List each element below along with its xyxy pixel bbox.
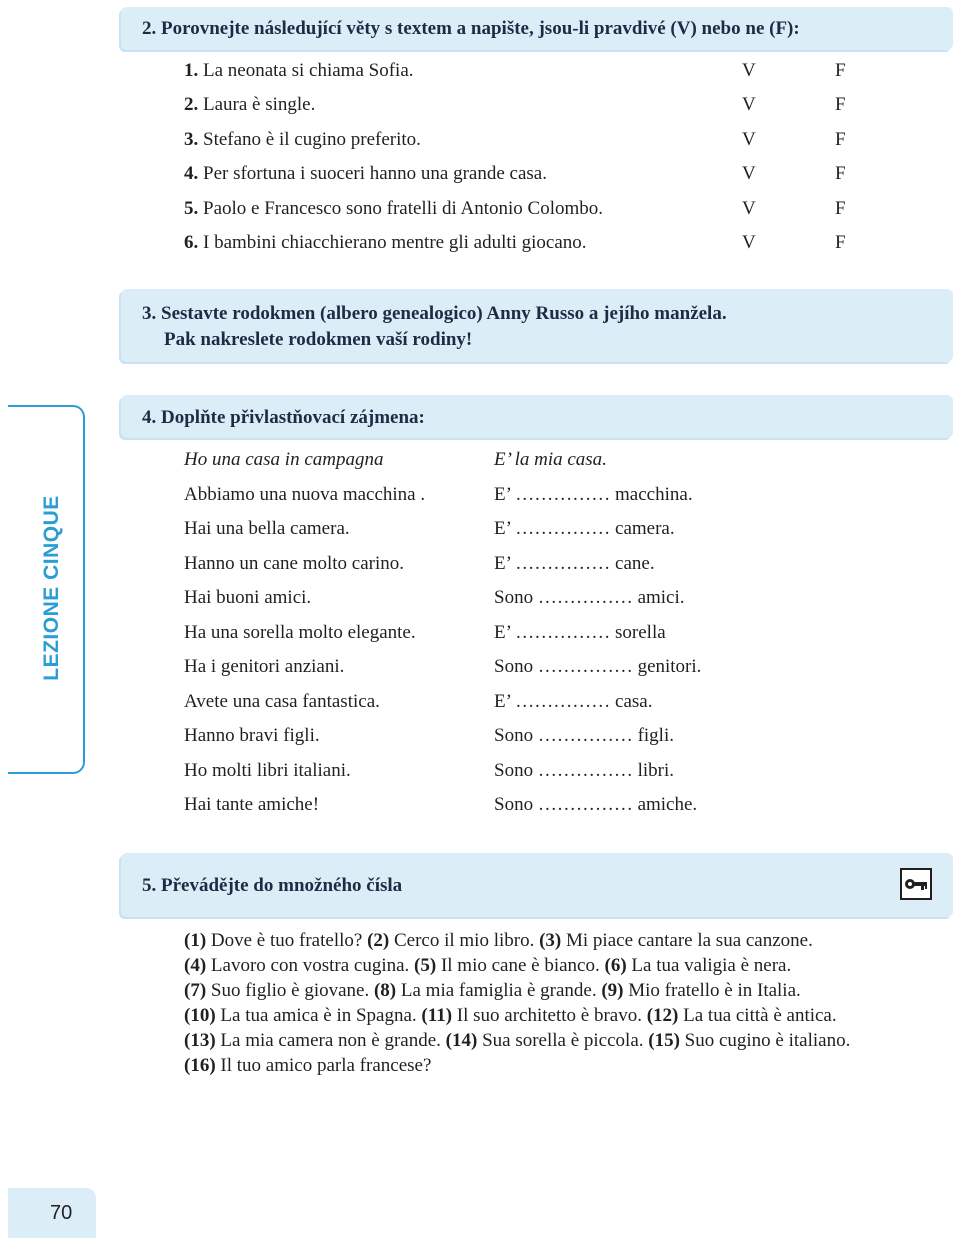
page-number: 70	[50, 1202, 73, 1224]
exercise-5-title: 5. Převádějte do množného čísla	[142, 875, 403, 896]
table-row-left: Hanno un cane molto carino.	[184, 553, 405, 574]
exercise-5-header	[121, 853, 953, 917]
list-item: 6. I bambini chiacchierano mentre gli adulti giocano.	[184, 232, 587, 253]
list-item: 3. Stefano è il cugino preferito.	[184, 129, 421, 150]
key-icon	[900, 868, 932, 900]
list-item: 5. Paolo e Francesco sono fratelli di Antonio Colombo.	[184, 198, 604, 219]
table-row-right: Sono …………… figli.	[494, 725, 674, 746]
exercise-3-title-line2: Pak nakreslete rodokmen vaší rodiny!	[164, 329, 473, 350]
false-option: F	[835, 198, 846, 219]
exercise-2-header	[121, 7, 953, 50]
table-row-left: Hanno bravi figli.	[184, 725, 320, 746]
table-row-right: Sono …………… amici.	[494, 587, 685, 608]
exercise-4-title: 4. Doplňte přivlastňovací zájmena:	[142, 407, 425, 428]
chapter-side-label: LEZIONE CINQUE	[40, 495, 63, 681]
table-row-right: Sono …………… amiche.	[494, 794, 698, 815]
table-row-left: Hai una bella camera.	[184, 518, 350, 539]
table-row-right: E’ …………… casa.	[494, 691, 653, 712]
table-row-left: Ha una sorella molto elegante.	[184, 622, 416, 643]
exercise-4-header	[121, 395, 953, 438]
false-option: F	[835, 163, 846, 184]
true-option: V	[742, 232, 756, 253]
table-row-right: E’ …………… sorella	[494, 622, 666, 643]
list-item: 4. Per sfortuna i suoceri hanno una grande casa.	[184, 163, 547, 184]
list-item: 1. La neonata si chiama Sofia.	[184, 60, 414, 81]
list-item: 2. Laura è single.	[184, 94, 316, 115]
exercise-5-sentences: (1) Dove è tuo fratello? (2) Cerco il mio libro. (3) Mi piace cantare la sua canzone. (4) Lavoro con vostra cugina. (5) Il mio cane è bianco. (6) La tua valigia è nera. (7) Suo figlio è giovane. (8) La mia famiglia è grande. (9) Mio fratello è in Italia. (10) La tua amica è in Spagna. (11) Il suo architetto è bravo. (12) La tua città è antica. (13) La mia camera non è grande. (14) Sua sorella è piccola. (15) Suo cugino è italiano. (16) Il tuo amico parla francese?	[184, 930, 851, 1076]
table-row-right: E’ …………… camera.	[494, 518, 675, 539]
table-row-left: Abbiamo una nuova macchina .	[184, 484, 426, 505]
true-option: V	[742, 198, 756, 219]
table-row-right: Sono …………… libri.	[494, 760, 674, 781]
false-option: F	[835, 232, 846, 253]
false-option: F	[835, 60, 846, 81]
true-option: V	[742, 163, 756, 184]
true-option: V	[742, 60, 756, 81]
table-row-left: Hai tante amiche!	[184, 794, 320, 815]
exercise-2-title: 2. Porovnejte následující věty s textem a napište, jsou-li pravdivé (V) nebo ne (F):	[142, 18, 800, 39]
false-option: F	[835, 129, 846, 150]
true-option: V	[742, 94, 756, 115]
exercise-3-title-line1: 3. Sestavte rodokmen (albero genealogico) Anny Russo a jejího manžela.	[142, 303, 727, 324]
example-left: Ho una casa in campagna	[184, 449, 384, 470]
table-row-left: Avete una casa fantastica.	[184, 691, 380, 712]
false-option: F	[835, 94, 846, 115]
table-row-right: Sono …………… genitori.	[494, 656, 702, 677]
table-row-left: Ho molti libri italiani.	[184, 760, 351, 781]
exercise-3-header	[121, 289, 953, 362]
table-row-right: E’ …………… macchina.	[494, 484, 693, 505]
true-option: V	[742, 129, 756, 150]
example-right: E’ la mia casa.	[494, 449, 607, 470]
table-row-left: Ha i genitori anziani.	[184, 656, 345, 677]
table-row-left: Hai buoni amici.	[184, 587, 312, 608]
table-row-right: E’ …………… cane.	[494, 553, 655, 574]
